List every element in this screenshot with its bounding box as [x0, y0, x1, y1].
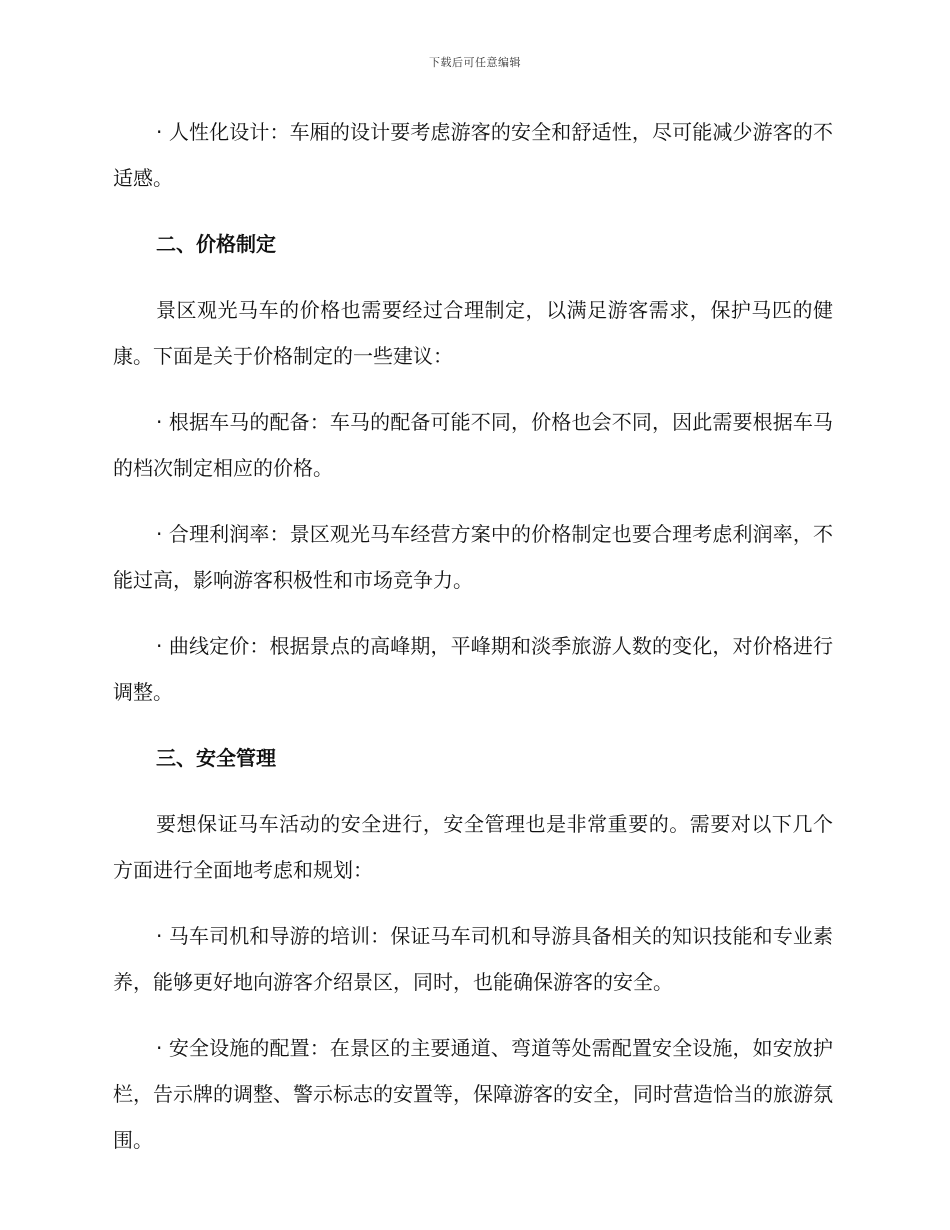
document-body [113, 109, 833, 1183]
paragraph-curve-pricing: · 曲线定价：根据景点的高峰期，平峰期和淡季旅游人数的变化，对价格进行调整。 [113, 634, 833, 704]
paragraph-safety-facilities: · 安全设施的配置：在景区的主要通道、弯道等处需配置安全设施，如安放护栏，告示牌的调整、警示标志的安置等，保障游客的安全，同时营造恰当的旅游氛围。 [113, 1036, 833, 1152]
section-heading-pricing: 二、价格制定 [156, 232, 276, 256]
section-heading-safety: 三、安全管理 [156, 746, 276, 770]
header-note: 下载后可任意编辑 [429, 56, 521, 69]
paragraph-profit-margin: · 合理利润率：景区观光马车经营方案中的价格制定也要合理考虑利润率，不能过高，影响游客积极性和市场竞争力。 [113, 522, 833, 592]
paragraph-pricing-intro: 景区观光马车的价格也需要经过合理制定，以满足游客需求，保护马匹的健康。下面是关于价格制定的一些建议： [113, 298, 833, 368]
paragraph-humanized-design: · 人性化设计：车厢的设计要考虑游客的安全和舒适性，尽可能减少游客的不适感。 [113, 120, 833, 190]
paragraph-equipment-pricing: · 根据车马的配备：车马的配备可能不同，价格也会不同，因此需要根据车马的档次制定相应的价格。 [113, 410, 833, 480]
paragraph-safety-intro: 要想保证马车活动的安全进行，安全管理也是非常重要的。需要对以下几个方面进行全面地考虑和规划： [113, 812, 833, 882]
paragraph-staff-training: · 马车司机和导游的培训：保证马车司机和导游具备相关的知识技能和专业素养，能够更好地向游客介绍景区，同时，也能确保游客的安全。 [113, 924, 833, 994]
